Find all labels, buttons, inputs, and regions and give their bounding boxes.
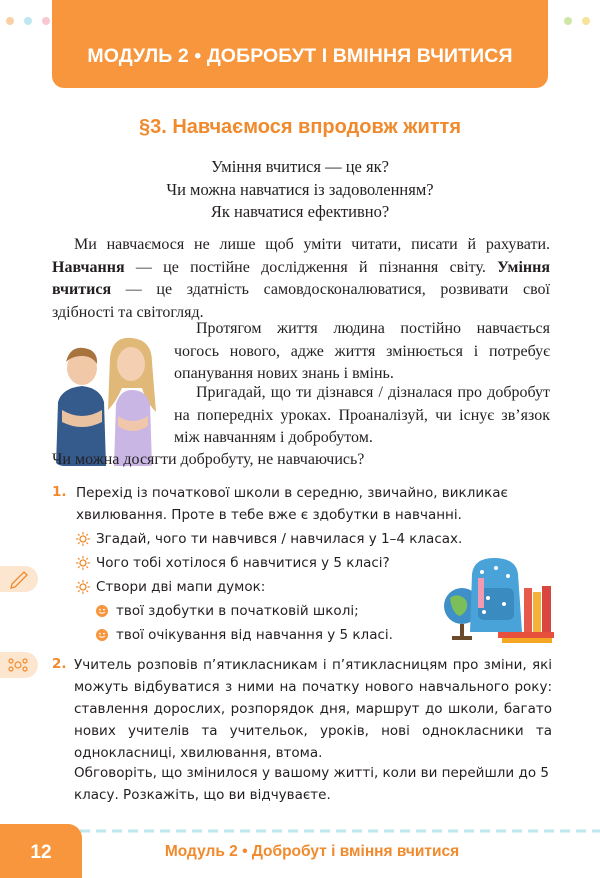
sun-icon [76,580,90,594]
decorative-dot [564,17,572,25]
term-learning: Навчання [52,258,125,276]
key-questions [0,156,600,224]
backpack-illustration [438,548,560,644]
intro-text-1: Ми навчаємося не лише щоб уміти читати, писати й рахувати. [74,236,550,253]
side-tab [0,566,38,592]
question-3: Як навчатися ефективно? [210,202,390,221]
pencil-icon [0,566,38,592]
task-1-text: Перехід із початкової школи в середню, звичайно, викликає хвилювання. Проте в тебе вже є здобутки в навчанні. [76,485,508,523]
footer-title: Модуль 2 • Добробут і вміння вчитися [164,843,460,860]
task-2-text: Учитель розповів п’ятикласникам і п’ятикласницям про зміни, які можуть відбуватися з ними на початку нового навчального року: ставлення дорослих, розпорядок дня, маршрут до школи, багато нових учителів та учительок, уроків, нові однокласники та однокласниці, хвилювання, втома. [74,657,552,761]
task-1-subitem-2: твої очікування від навчання у 5 класі. [116,627,393,643]
decorative-dot [24,17,32,25]
sun-icon [76,532,90,546]
lifelong-paragraph [174,318,550,386]
decorative-dot [42,17,50,25]
group-icon [0,652,38,678]
task-2-number: 2. [52,656,67,672]
reflection-paragraph [174,382,550,450]
footer-dashes [0,820,600,824]
reflection-text: Пригадай, що ти дізнався / дізналася про добробут на попередніх уроках. Проаналізуй, чи існує зв’язок між навчанням і добробутом. [174,384,550,446]
intro-text-3: — це здатність самовдосконалюватися, розвивати свої здібності та світогляд. [52,281,550,321]
module-title: МОДУЛЬ 2 • ДОБРОБУТ І ВМІННЯ ВЧИТИСЯ [87,45,513,67]
decorative-dot [6,17,14,25]
module-header [52,0,548,88]
page-number: 12 [30,842,52,863]
sun-icon [76,556,90,570]
section-title: §3. Навчаємося впродовж життя [138,116,462,138]
task-1-item-1: Згадай, чого ти навчився / навчилася у 1–4 класах. [96,531,463,547]
intro-paragraph [52,234,550,324]
question-2: Чи можна навчатися із задоволенням? [166,179,434,199]
smiley-icon [96,605,108,617]
smiley-icon [96,629,108,641]
term-learning-skill: Уміння вчитися [52,258,550,298]
question-1: Уміння вчитися — це як? [211,157,389,176]
decorative-dot [582,17,590,25]
task-2-discussion: Обговоріть, що змінилося у вашому житті, коли ви перейшли до 5 класу. Розкажіть, що ви відчуваєте. [74,765,549,803]
task-1-number: 1. [52,484,67,500]
task-1-item-3: Створи дві мапи думок: [96,579,266,595]
children-photo [52,332,160,466]
intro-text-2: — це постійне дослідження й пізнання світу. [124,258,498,276]
lifelong-text: Протягом життя людина постійно навчається чогось нового, адже життя змінюється і потребує опанування нових знань і вмінь. [174,320,550,382]
side-tab [0,652,38,678]
reflection-question: Чи можна досягти добробуту, не навчаючись? [52,451,365,468]
task-1-subitem-1: твої здобутки в початковій школі; [116,603,359,619]
task-1-item-2: Чого тобі хотілося б навчитися у 5 класі? [96,555,390,571]
